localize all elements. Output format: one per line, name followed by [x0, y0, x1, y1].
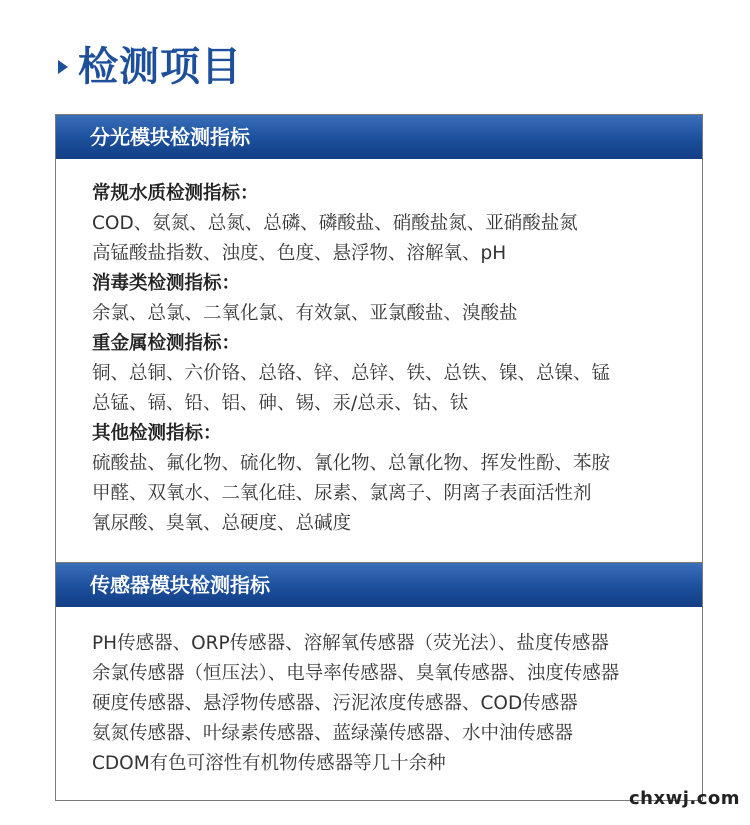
list-item: 甲醛、双氧水、二氧化硅、尿素、氯离子、阴离子表面活性剂 [92, 483, 592, 504]
list-item: 铜、总铜、六价铬、总铬、锌、总锌、铁、总铁、镍、总镍、锰 [92, 363, 611, 384]
page-title-row [58, 42, 242, 92]
sensor-panel [55, 563, 703, 801]
group-heading-conventional: 常规水质检测指标： [92, 183, 259, 204]
sensor-panel-content [56, 607, 702, 779]
spectro-panel-header: 分光模块检测指标 [56, 115, 702, 159]
list-item: COD、氨氮、总氮、总磷、磷酸盐、硝酸盐氮、亚硝酸盐氮 [92, 213, 578, 234]
list-item: 余氯、总氯、二氧化氯、有效氯、亚氯酸盐、溴酸盐 [92, 303, 518, 324]
list-item: 氰尿酸、臭氧、总硬度、总碱度 [92, 513, 352, 534]
group-heading-disinfection: 消毒类检测指标： [92, 273, 241, 294]
spectro-panel-content [56, 159, 702, 539]
list-item: 硫酸盐、氟化物、硫化物、氰化物、总氰化物、挥发性酚、苯胺 [92, 453, 611, 474]
list-item: 余氯传感器（恒压法）、电导率传感器、臭氧传感器、浊度传感器 [92, 663, 620, 684]
list-item: PH传感器、ORP传感器、溶解氧传感器（荧光法）、盐度传感器 [92, 633, 609, 654]
page-title: 检测项目 [78, 44, 242, 90]
list-item: CDOM有色可溶性有机物传感器等几十余种 [92, 753, 446, 774]
list-item: 硬度传感器、悬浮物传感器、污泥浓度传感器、COD传感器 [92, 693, 578, 714]
triangle-bullet-icon [58, 60, 68, 74]
group-heading-other: 其他检测指标： [92, 423, 222, 444]
spectro-panel [55, 114, 703, 563]
list-item: 总锰、镉、铅、铝、砷、锡、汞/总汞、钴、钛 [92, 393, 469, 414]
watermark: chxwj.com [628, 788, 740, 809]
sensor-panel-header: 传感器模块检测指标 [56, 563, 702, 607]
group-heading-heavy-metals: 重金属检测指标： [92, 333, 241, 354]
list-item: 高锰酸盐指数、浊度、色度、悬浮物、溶解氧、pH [92, 243, 507, 264]
list-item: 氨氮传感器、叶绿素传感器、蓝绿藻传感器、水中油传感器 [92, 723, 574, 744]
